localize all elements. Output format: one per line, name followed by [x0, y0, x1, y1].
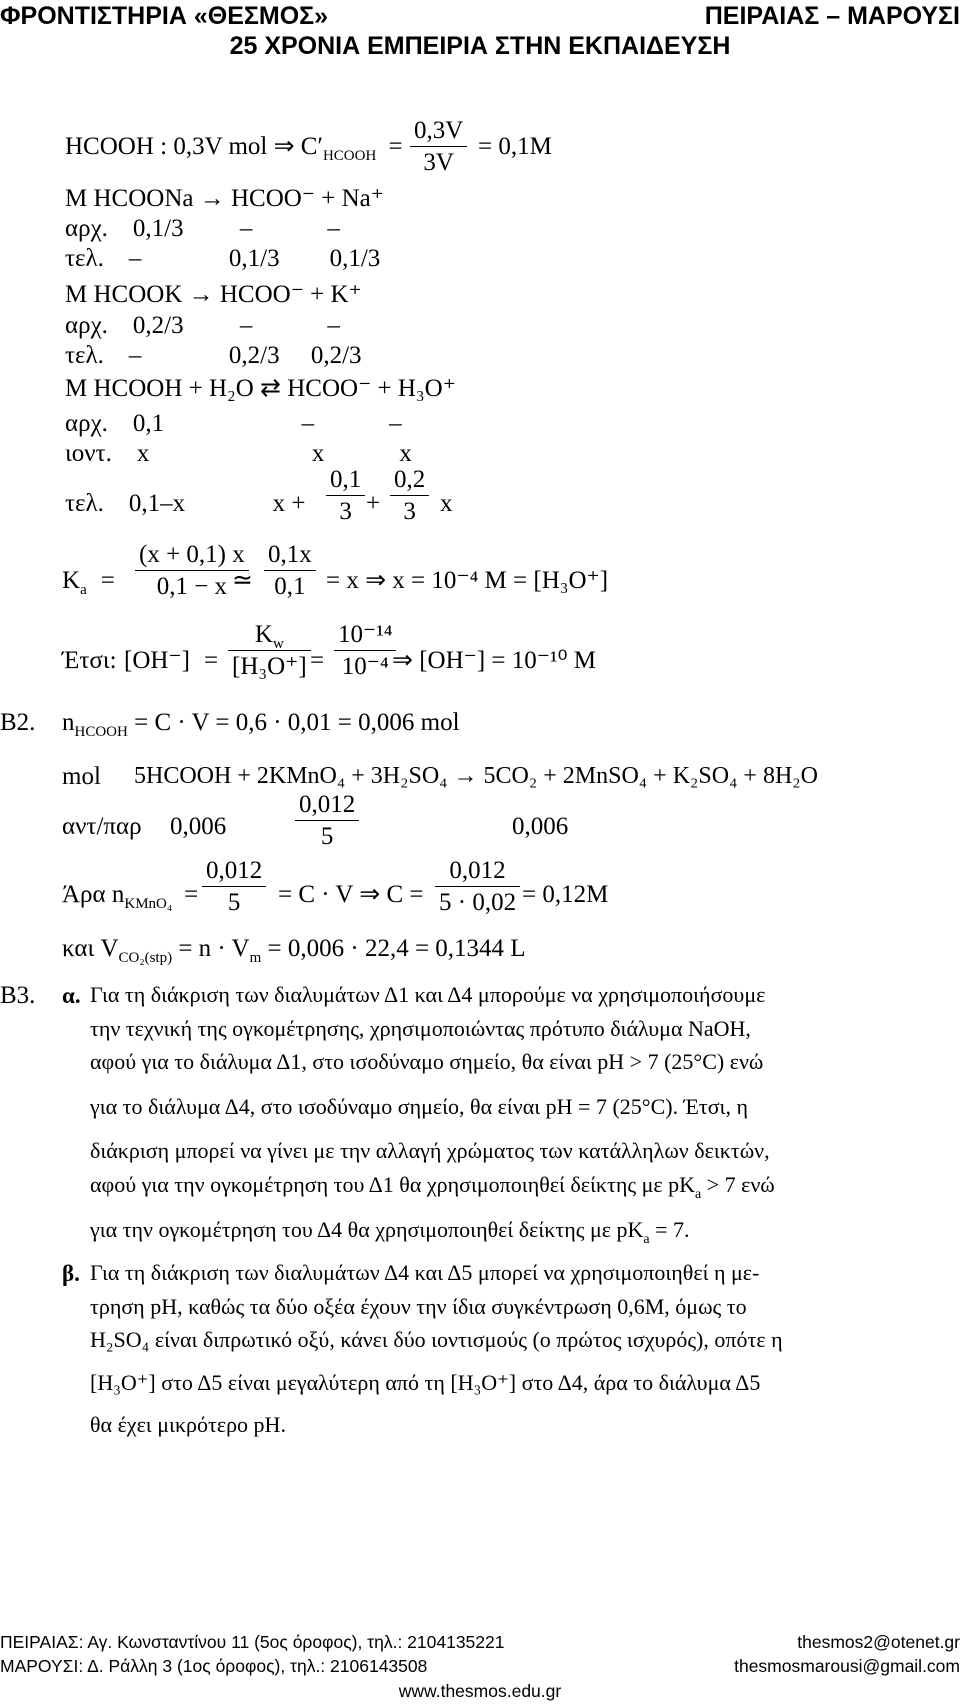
footer-right-2[interactable]: thesmosmarousi@gmail.com: [734, 1656, 960, 1676]
footer-right-1[interactable]: thesmos2@otenet.gr: [797, 1632, 960, 1652]
antpar-v2: 0,006: [512, 813, 569, 840]
hcooh-sub: HCOOH: [322, 148, 377, 164]
b3-a-label: α.: [62, 983, 81, 1008]
footer-website[interactable]: www.thesmos.edu.gr: [398, 1681, 562, 1701]
approx-sign: ≃: [232, 567, 253, 594]
eq1-arx: αρχ. 0,1/3 – –: [65, 215, 340, 242]
hcooh-fraction: [410, 118, 467, 175]
kai-rest: = n · V: [178, 935, 250, 962]
etsi-oh-text: [OH⁻]: [124, 647, 190, 674]
ara-rest: = 0,12M: [522, 881, 609, 908]
kai-sub: CO₂(stp): [118, 950, 173, 966]
ara-mid: = C · V ⇒ C =: [278, 881, 424, 908]
hcooh-frac-den: 3V: [423, 149, 454, 176]
antpar-fraction: [295, 792, 359, 849]
line7-text: για την ογκομέτρηση του Δ4 θα χρησιμοποιηθεί δείκτης με pK: [90, 1217, 644, 1242]
b3-a-line-3: αφού για το διάλυμα Δ1, στο ισοδύναμο σημείο, θα είναι pH > 7 (25°C) ενώ: [90, 1049, 764, 1074]
b3-b-line-2: τρηση pH, καθώς τα δύο οξέα έχουν την ίδια συγκέντρωση 0,6M, όμως το: [90, 1294, 747, 1319]
kai-line: [62, 935, 526, 966]
equals-sign: =: [310, 647, 325, 674]
frac-den: 3: [403, 498, 416, 525]
frac-num: (x + 0,1) x: [139, 541, 245, 568]
eq3-tel-x: x: [440, 490, 453, 517]
n-sub: HCOOH: [74, 724, 128, 740]
plus-sign: +: [366, 490, 381, 517]
b3-a-line-5: διάκριση μπορεί να γίνει με την αλλαγή χρώματος των κατάλληλων δεικτών,: [90, 1138, 770, 1163]
frac-num: 0,2: [394, 466, 426, 493]
b3-a-line-6: [90, 1172, 775, 1202]
hcooh-frac-num: 0,3V: [414, 117, 464, 144]
b3-a-line-7: [90, 1217, 690, 1247]
footer-left-1: ΠΕΙΡΑΙΑΣ: Αγ. Κωνσταντίνου 11 (5ος όροφος), τηλ.: 2104135221: [0, 1632, 505, 1652]
antpar-v1: 0,006: [170, 813, 227, 840]
kw-sub: w: [272, 636, 284, 652]
ka-sub: a: [80, 582, 87, 598]
antpar-label: αντ/παρ: [62, 813, 142, 840]
kai-rest2: = 0,006 · 22,4 = 0,1344 L: [267, 935, 526, 962]
eq3-arx: αρχ. 0,1 – –: [65, 410, 402, 437]
b3-a-line-4: για το διάλυμα Δ4, στο ισοδύναμο σημείο, θα είναι pH = 7 (25°C). Έτσι, η: [90, 1094, 748, 1119]
eq3-tel-frac2: [390, 467, 429, 524]
etsi-oh: [OH⁻] =: [124, 647, 219, 674]
eq3-tel-frac1: [326, 467, 365, 524]
kai-sub2: m: [249, 950, 262, 966]
hcooh-text: HCOOH : 0,3V mol ⇒ C′: [65, 133, 323, 160]
b3-label: Β3.: [0, 982, 36, 1009]
b3-a-line-2: την τεχνική της ογκομέτρησης, χρησιμοποιώντας πρότυπο διάλυμα NaOH,: [90, 1016, 751, 1041]
b3-a-line-1: Για τη διάκριση των διαλυμάτων Δ1 και Δ4 μπορούμε να χρησιμοποιήσουμε: [90, 982, 766, 1007]
eq3-iont: ιοντ. x x x: [65, 440, 412, 467]
etsi-fraction2: [334, 622, 396, 679]
frac-den: 3: [339, 498, 352, 525]
etsi-rest: ⇒ [OH⁻] = 10⁻¹⁰ M: [392, 647, 596, 674]
frac-den: 10⁻⁴: [341, 653, 389, 680]
line6-text: αφού για την ογκομέτρηση του Δ1 θα χρησιμοποιηθεί δείκτης με pK: [90, 1172, 695, 1197]
eq2: M HCOOK → HCOO⁻ + K⁺: [65, 281, 362, 308]
frac-den: 0,1 − x: [156, 573, 228, 600]
ka-k: K: [62, 567, 81, 594]
eq2-tel: τελ. – 0,2/3 0,2/3: [65, 342, 362, 369]
ka-fraction2: [264, 542, 316, 599]
pk-sub: a: [643, 1232, 650, 1247]
ara-n: Άρα n: [62, 881, 125, 908]
n-text: n: [62, 709, 75, 736]
eq1: M HCOONa → HCOO⁻ + Na⁺: [65, 185, 384, 212]
b3-b-line-4: [H₃O⁺] στο Δ5 είναι μεγαλύτερη από τη [H₃O⁺] στο Δ4, άρα το διάλυμα Δ5: [90, 1370, 761, 1395]
frac-num: 0,1: [330, 466, 362, 493]
line7-tail: = 7.: [655, 1217, 690, 1242]
eq3: M HCOOH + H₂O ⇄ HCOO⁻ + H₃O⁺: [65, 375, 456, 402]
etsi-fraction1: [228, 622, 311, 679]
ka-rest: = x ⇒ x = 10⁻⁴ M = [H₃O⁺]: [326, 567, 609, 594]
frac-den: 5: [320, 823, 334, 850]
b3-b-line-1: Για τη διάκριση των διαλυμάτων Δ4 και Δ5 μπορεί να χρησιμοποιηθεί η με-: [90, 1260, 760, 1285]
eq2-arx: αρχ. 0,2/3 – –: [65, 312, 340, 339]
etsi-label: Έτσι:: [62, 647, 117, 674]
hcooh-line: HCOOH : 0,3V mol ⇒ $C'_{HCOOH}$ =: [65, 133, 403, 164]
b3-b-line-3: H₂SO₄ είναι διπρωτικό οξύ, κάνει δύο ιοντισμούς (ο πρώτος ισχυρός), οπότε η: [90, 1327, 783, 1352]
b3-b-line-5: θα έχει μικρότερο pH.: [90, 1412, 286, 1437]
hcooh-result: = 0,1M: [478, 133, 552, 160]
b2-line: [62, 709, 460, 740]
ara-sub: KMnO₄: [124, 896, 173, 912]
kai-v: και V: [62, 935, 119, 962]
frac-num: 0,012: [206, 857, 263, 884]
frac-den: 0,1: [274, 573, 306, 600]
frac-num: 0,012: [299, 791, 356, 818]
reaction-mol: mol: [62, 763, 101, 790]
footer-left-2: ΜΑΡΟΥΣΙ: Δ. Ράλλη 3 (1ος όροφος), τηλ.: 2106143508: [0, 1656, 428, 1676]
pk-sub: a: [695, 1187, 702, 1202]
ara-fraction1: [202, 858, 266, 915]
frac-num: 0,012: [449, 857, 506, 884]
eq3-tel: τελ. 0,1–x x +: [65, 490, 306, 517]
b2-rest: = C · V = 0,6 · 0,01 = 0,006 mol: [134, 709, 460, 736]
ara-fraction2: [435, 858, 520, 915]
b2-label: Β2.: [0, 709, 36, 736]
eq1-tel: τελ. – 0,1/3 0,1/3: [65, 245, 381, 272]
b3-b-label: β.: [62, 1261, 80, 1286]
ka-label: $K_a$ =: [62, 567, 115, 598]
header-right: ΠΕΙΡΑΙΑΣ – ΜΑΡΟΥΣΙ: [704, 2, 960, 30]
reaction: 5HCOOH + 2KMnO₄ + 3H₂SO₄ → 5CO₂ + 2MnSO₄ + K₂SO₄ + 8H₂O: [134, 763, 818, 789]
kw-k: K: [254, 621, 273, 648]
frac-den: [H₃O⁺]: [232, 653, 307, 680]
frac-num: 10⁻¹⁴: [338, 621, 393, 648]
frac-den: 5 · 0,02: [439, 889, 517, 916]
ara-label: Άρα $n_{KMnO_4}$ =: [62, 881, 199, 912]
frac-den: 5: [227, 889, 241, 916]
header-left: ΦΡΟΝΤΙΣΤΗΡΙΑ «ΘΕΣΜΟΣ»: [0, 2, 329, 30]
frac-num: [251, 622, 288, 650]
line6-tail: > 7 ενώ: [706, 1172, 775, 1197]
header-subtitle: 25 ΧΡΟΝΙΑ ΕΜΠΕΙΡΙΑ ΣΤΗΝ ΕΚΠΑΙΔΕΥΣΗ: [229, 32, 731, 60]
frac-num: 0,1x: [268, 541, 312, 568]
